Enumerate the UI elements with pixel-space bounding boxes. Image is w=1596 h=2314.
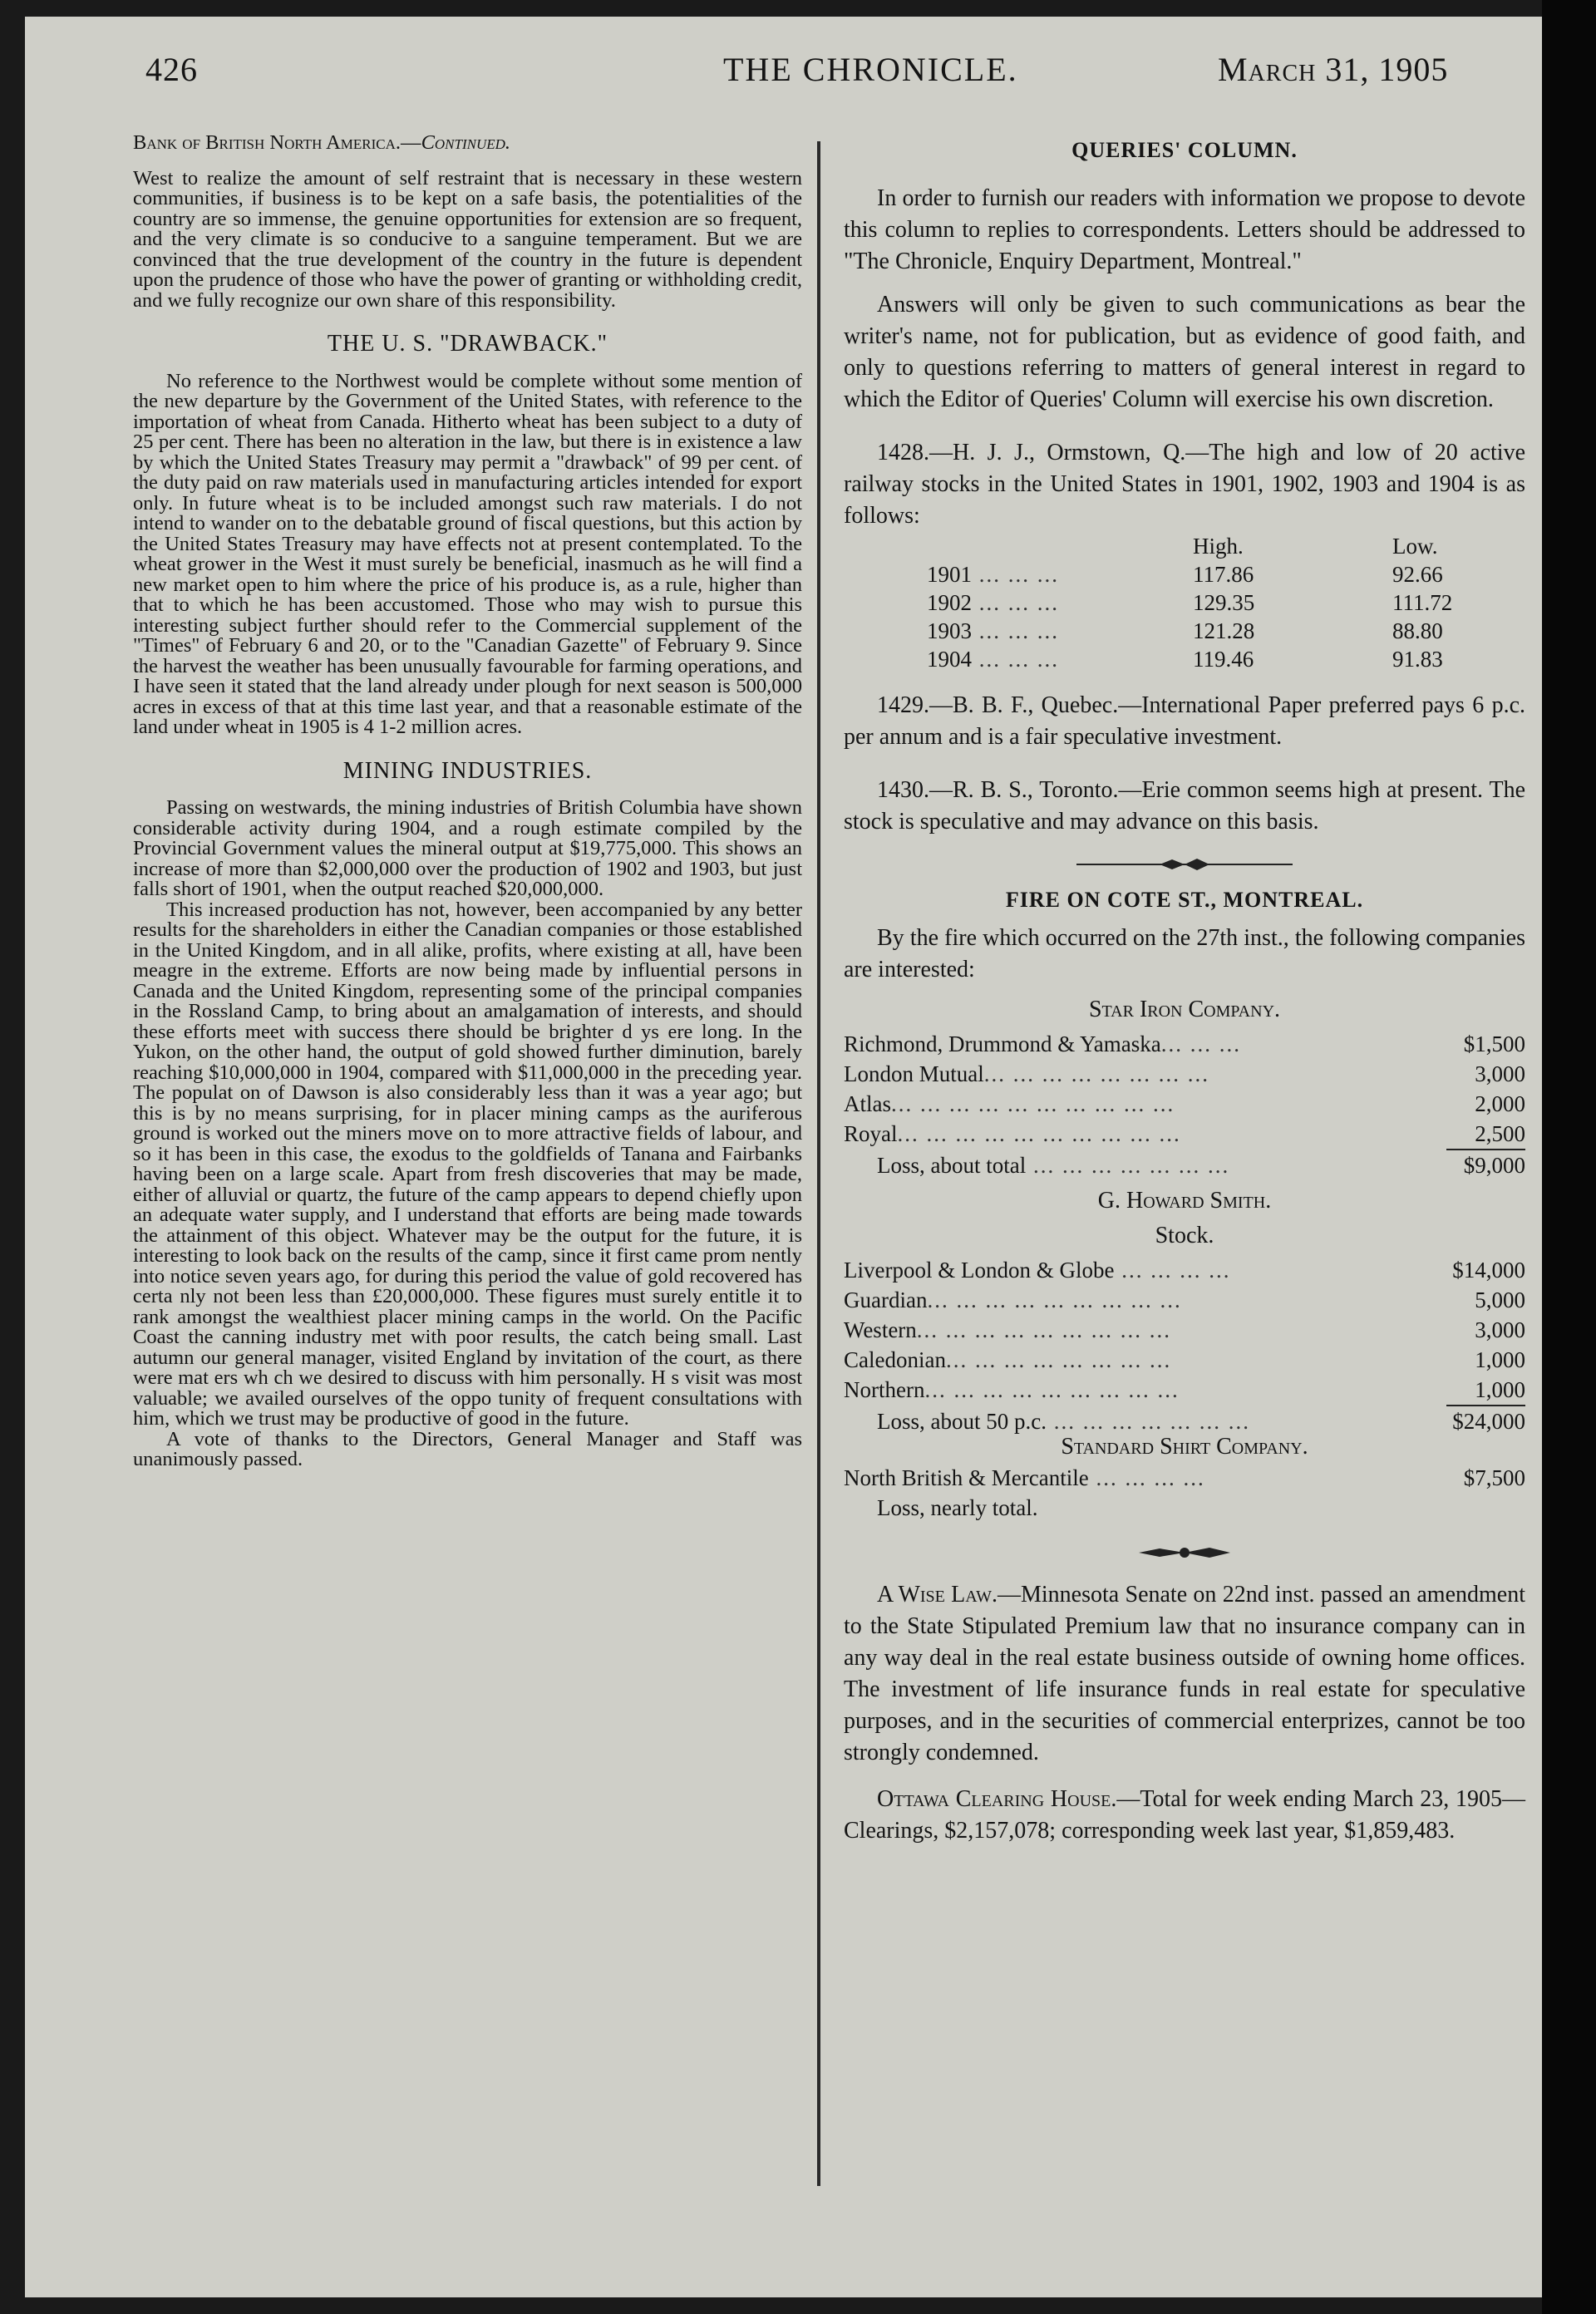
insurer-amount: 5,000 xyxy=(1475,1287,1525,1312)
high-cell: 129.35 xyxy=(1193,590,1255,615)
insurer-name: Guardian xyxy=(844,1287,928,1312)
loss-amount: $9,000 xyxy=(1463,1153,1525,1178)
insurer-name: Richmond, Drummond & Yamaska xyxy=(844,1031,1161,1056)
fire-heading: FIRE ON COTE ST., MONTREAL. xyxy=(1005,888,1364,912)
table-row: Northern... ... ... ... ... ... ... ... ... 1,000 xyxy=(844,1375,1525,1405)
wise-law-title: A Wise Law. xyxy=(877,1582,998,1607)
fire-intro: By the fire which occurred on the 27th inst., the following companies are interested: xyxy=(844,925,1525,982)
insurer-name: Western xyxy=(844,1317,917,1342)
heading-drawback: THE U. S. "DRAWBACK." xyxy=(327,331,608,357)
insurer-amount: 2,000 xyxy=(1475,1091,1525,1116)
ottawa-clearing-paragraph xyxy=(844,1784,1525,1847)
newspaper-page xyxy=(25,17,1542,2297)
howard-smith-subheading: Stock. xyxy=(1155,1223,1214,1248)
year-cell: 1902 xyxy=(927,590,972,615)
issue-date: March 31, 1905 xyxy=(1218,51,1449,88)
standard-shirt-heading: Standard Shirt Company. xyxy=(1061,1434,1308,1460)
insurer-amount: 2,500 xyxy=(1475,1121,1525,1146)
insurer-amount: 3,000 xyxy=(1475,1061,1525,1086)
low-cell: 111.72 xyxy=(1392,590,1453,615)
left-column xyxy=(133,133,802,1470)
right-column xyxy=(844,133,1525,1847)
insurer-name: Northern xyxy=(844,1377,925,1402)
year-cell: 1904 xyxy=(927,647,972,672)
table-row: 1904 ... ... ... 119.46 91.83 xyxy=(927,645,1469,673)
paragraph-mining-output: Passing on westwards, the mining industries of British Columbia have shown considerable activity during 1904, and a rough estimate compiled by the Provincial Government values the mineral output at $19,775,000. This shows an increase of more than $2,000,000 over the production of 1902 and 1903, but just falls short of 1901, when the output reached $20,000,000. xyxy=(133,796,802,900)
low-cell: 92.66 xyxy=(1392,562,1443,587)
loss-label: Loss, about 50 p.c. xyxy=(877,1409,1047,1434)
table-row xyxy=(844,1493,1525,1523)
queries-intro: In order to furnish our readers with information we propose to devote this column to replies to correspondents. Letters should be addressed to "The Chronicle, Enquiry Department, Montreal." xyxy=(844,185,1525,274)
year-cell: 1903 xyxy=(927,618,972,643)
low-header: Low. xyxy=(1392,534,1438,559)
stock-high-low-table xyxy=(927,532,1469,673)
queries-answers-note: Answers will only be given to such communications as bear the writer's name, not for publication, but as evidence of good faith, and only to questions referring to matters of general interest in regard to which the Editor of Queries' Column will exercise his own discretion. xyxy=(844,292,1525,412)
table-row: Royal... ... ... ... ... ... ... ... ... ... 2,500 xyxy=(844,1119,1525,1149)
star-iron-heading: Star Iron Company. xyxy=(1088,997,1281,1022)
high-cell: 119.46 xyxy=(1193,647,1254,672)
paragraph-drawback: No reference to the Northwest would be complete without some mention of the new departure by the Government of the United States, with reference to the importation of wheat from Canada. Hitherto wheat has been subject to a duty of 25 per cent. There has been no alteration in the law, but there is in existence a law by which the United States Treasury may permit a "drawback" of 99 per cent. of the duty paid on raw materials used in manufacturing articles intended for export only. In future wheat is to be included amongst such raw materials. I do not intend to wander on to the debatable ground of fiscal questions, but this action by the United States Treasury may have effects not at present contemplated. To the wheat grower in the West it must surely be beneficial, inasmuch as he will find a new market open to him where the price of his produce is, as a rule, higher than that to which he has been accustomed. Those who may wish to pursue this interesting subject further should refer to the Commercial supplement of the "Times" of February 6 and 20, or to the "Canadian Gazette" of February 9. Since the harvest the weather has been unusually favourable for farming operations, and I have seen it stated that the land already under plough for next season is 500,000 acres in excess of that at this time last year, and that a reasonable estimate of the land under wheat in 1905 is 4 1-2 million acres. xyxy=(133,369,802,738)
table-row: Western... ... ... ... ... ... ... ... ... 3,000 xyxy=(844,1315,1525,1345)
high-header: High. xyxy=(1193,534,1244,559)
howard-smith-heading: G. Howard Smith. xyxy=(1097,1188,1272,1214)
insurer-name: Liverpool & London & Globe xyxy=(844,1258,1115,1283)
table-row: Guardian... ... ... ... ... ... ... ... ... 5,000 xyxy=(844,1285,1525,1315)
ornament-rule-icon xyxy=(1122,1544,1247,1561)
heading-mining: MINING INDUSTRIES. xyxy=(342,757,593,784)
loss-amount: $24,000 xyxy=(1452,1409,1525,1434)
ornament-rule-icon xyxy=(1076,856,1293,873)
table-row: Caledonian... ... ... ... ... ... ... ... 1,000 xyxy=(844,1345,1525,1375)
insurer-name: London Mutual xyxy=(844,1061,984,1086)
star-iron-table xyxy=(844,1029,1525,1180)
query-1428: 1428.—H. J. J., Ormstown, Q.—The high and low of 20 active railway stocks in the United States in 1901, 1902, 1903 and 1904 is as follows: xyxy=(844,440,1525,529)
newspaper-title: THE CHRONICLE. xyxy=(723,51,1018,88)
paragraph-mining-results: This increased production has not, however, been accompanied by any better results for the shareholders in either the Canadian companies or those established in the United Kingdom, and in all alike, profits, where existing at all, have been meagre in the extreme. Efforts are now being made by influential persons in Canada and the United Kingdom, representing some of the principal companies in the Rossland Camp, to bring about an amalgamation of interests, and should these efforts meet with success there should be brighter d ys ere long. In the Yukon, on the other hand, the output of gold showed further diminution, barely reaching $10,000,000 in 1904, compared with $11,000,000 in the preceding year. The populat on of Dawson is also considerably less than it was a year ago; but this is by no means surprising, for in placer mining camps as the auriferous ground is worked out the miners move on to more attractive fields of labour, and so it has been in this case, the exodus to the goldfields of Tanana and Fairbanks having been on a large scale. Apart from fresh discoveries that may be made, either of alluvial or quartz, the future of the camp appears to depend chiefly upon an adequate water supply, and I understand that efforts are being made towards the attainment of this object. Whatever may be the output for the future, it is interesting to look back on the results of the camp, since it first came prom nently into notice seven years ago, for during this period the value of gold recovered has certa nly not been less than £20,000,000. These figures must surely entitle it to rank amongst the wealthiest placer mining camps in the world. On the Pacific Coast the canning industry met with poor results, the catch being small. Last autumn our general manager, visited England by invitation of the court, as there were mat ers wh ch we desired to discuss with him personally. H s visit was most valuable; we availed ourselves of the oppo tunity of frequent consultations with him, which we trust may be productive of good in the future. xyxy=(133,898,802,1430)
column-divider xyxy=(817,141,820,2186)
insurer-amount: $7,500 xyxy=(1463,1465,1525,1490)
continued-italic: Continued. xyxy=(421,131,511,154)
table-row: Loss, about total ... ... ... ... ... ... ... $9,000 xyxy=(844,1150,1525,1180)
high-cell: 121.28 xyxy=(1193,618,1255,643)
ottawa-clearing-title: Ottawa Clearing House. xyxy=(877,1786,1117,1812)
insurer-amount: 1,000 xyxy=(1475,1347,1525,1372)
wise-law-paragraph xyxy=(844,1579,1525,1769)
loss-label: Loss, about total xyxy=(877,1153,1027,1178)
insurer-amount: 3,000 xyxy=(1475,1317,1525,1342)
insurer-name: Caledonian xyxy=(844,1347,946,1372)
insurer-name: Atlas xyxy=(844,1091,891,1116)
scan-edge-band xyxy=(1542,0,1596,2314)
standard-shirt-table xyxy=(844,1463,1525,1523)
wise-law-text: —Minnesota Senate on 22nd inst. passed an amendment to the State Stipulated Premium law that no insurance company can in any way deal in the real estate business outside of owning home offices. The investment of life insurance funds in real estate for speculative purposes, and in the securities of commercial enterprizes, cannot be too strongly condemned. xyxy=(844,1582,1525,1765)
query-1429: 1429.—B. B. F., Quebec.—International Paper preferred pays 6 p.c. per annum and is a fair speculative investment. xyxy=(844,692,1525,750)
insurer-amount: 1,000 xyxy=(1475,1377,1525,1402)
continued-label: Bank of British North America.— xyxy=(133,131,421,154)
insurer-amount: $1,500 xyxy=(1463,1031,1525,1056)
year-cell: 1901 xyxy=(927,562,972,587)
insurer-name: North British & Mercantile xyxy=(844,1465,1089,1490)
queries-heading: QUERIES' COLUMN. xyxy=(1071,138,1298,162)
paragraph-vote-of-thanks: A vote of thanks to the Directors, General Manager and Staff was unanimously passed. xyxy=(133,1427,802,1470)
table-row: Liverpool & London & Globe ... ... ... ... $14,000 xyxy=(844,1255,1525,1285)
low-cell: 91.83 xyxy=(1392,647,1443,672)
howard-smith-table xyxy=(844,1255,1525,1436)
table-row: Richmond, Drummond & Yamaska... ... ... $1,500 xyxy=(844,1029,1525,1059)
page-number: 426 xyxy=(145,51,198,88)
insurer-name: Royal xyxy=(844,1121,898,1146)
loss-label: Loss, nearly total. xyxy=(877,1495,1038,1520)
high-cell: 117.86 xyxy=(1193,562,1254,587)
paragraph-self-restraint: West to realize the amount of self restraint that is necessary in these western communities, if business is to be kept on a safe basis, the potentialities of the country are so immense, the genuine opportunities for extension are so frequent, and the very climate is so conducive to a sanguine temperament. But we are convinced that the true development of the country in the future is dependent upon the prudence of those who have the power of granting or withholding credit, and we fully recognize our own share of this responsibility. xyxy=(133,166,802,312)
table-row: 1903 ... ... ... 121.28 88.80 xyxy=(927,617,1469,645)
ottawa-clearing-text: —Total for week ending March 23, 1905—Clearings, $2,157,078; corresponding week last year, $1,859,483. xyxy=(844,1786,1525,1844)
table-row: 1901 ... ... ... 117.86 92.66 xyxy=(927,560,1469,588)
table-row: North British & Mercantile ... ... ... ... $7,500 xyxy=(844,1463,1525,1493)
table-row: Loss, about 50 p.c. ... ... ... ... ... ... ... $24,000 xyxy=(844,1406,1525,1436)
low-cell: 88.80 xyxy=(1392,618,1443,643)
continued-line xyxy=(133,133,802,154)
table-row: London Mutual... ... ... ... ... ... ... ... 3,000 xyxy=(844,1059,1525,1089)
table-row: Atlas... ... ... ... ... ... ... ... ... ... 2,000 xyxy=(844,1089,1525,1119)
table-row: 1902 ... ... ... 129.35 111.72 xyxy=(927,588,1469,617)
insurer-amount: $14,000 xyxy=(1452,1258,1525,1283)
query-1430: 1430.—R. B. S., Toronto.—Erie common seems high at present. The stock is speculative and may advance on this basis. xyxy=(844,777,1525,835)
